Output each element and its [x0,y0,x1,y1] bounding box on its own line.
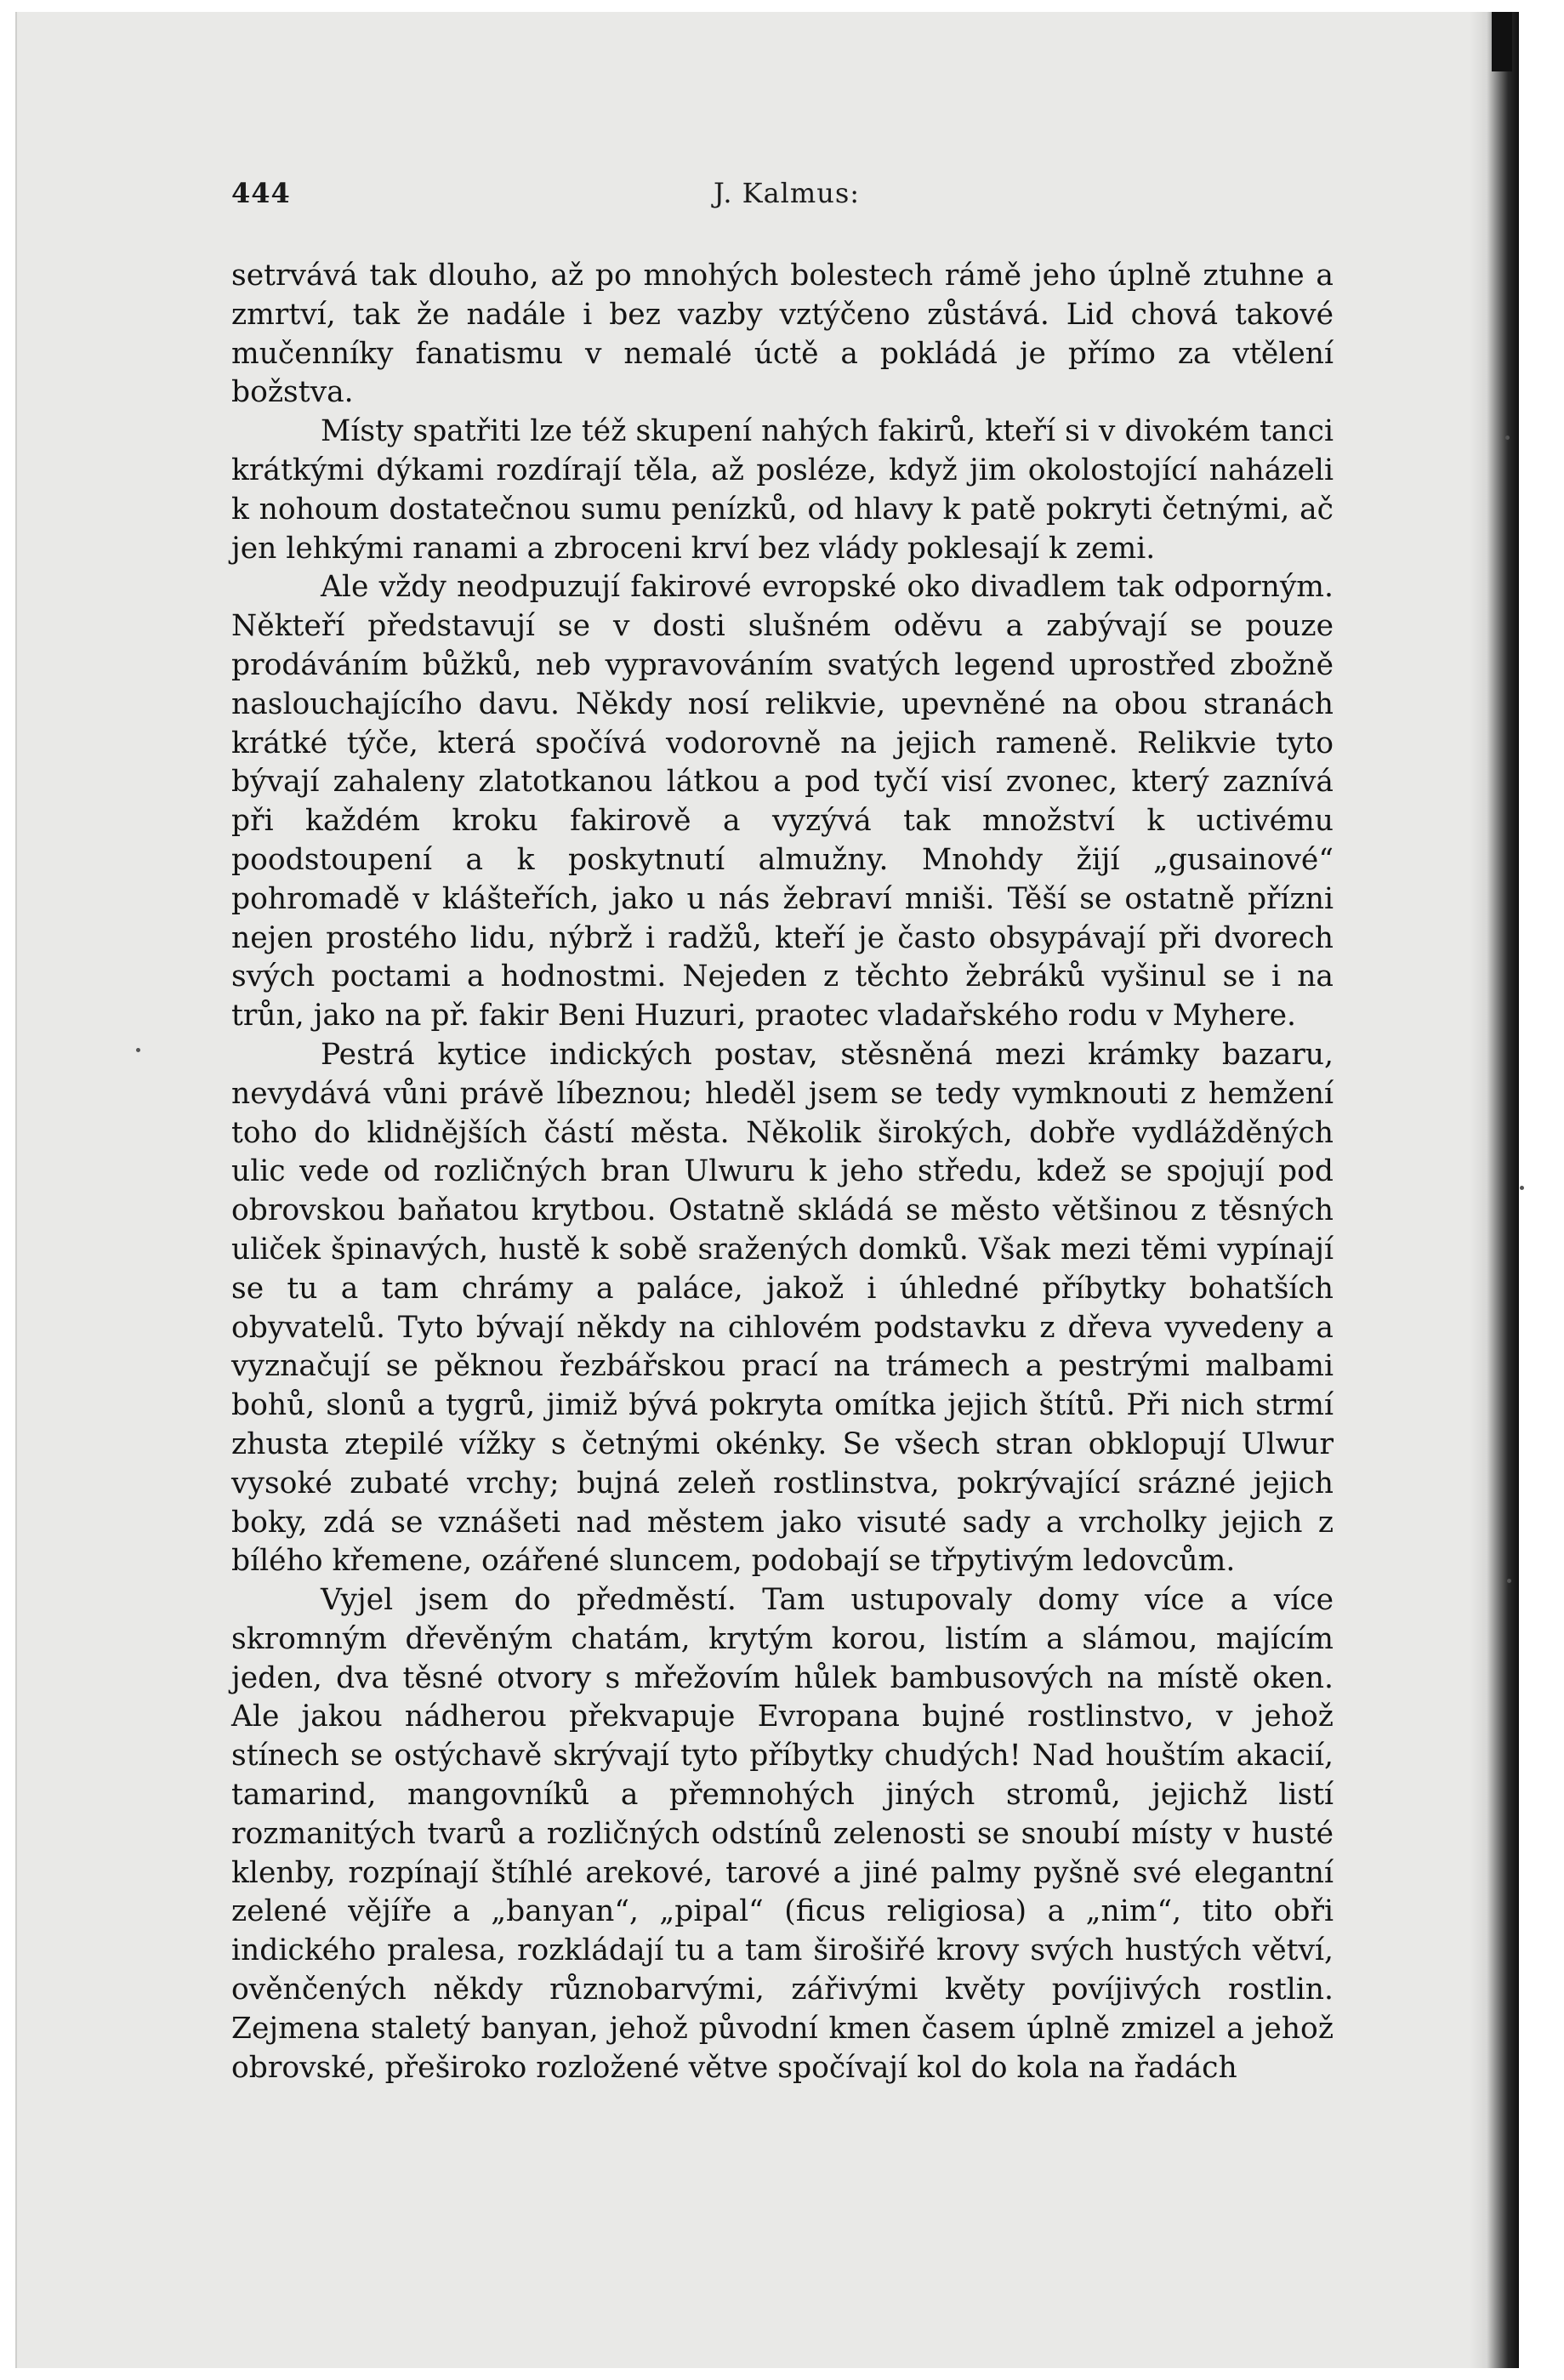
header-author: J. Kalmus: [713,177,861,209]
page-number: 444 [231,177,291,209]
paragraph: Ale vždy neodpuzují fakirové evropské oko divadlem tak odporným. Někteří představují se v dosti slušném oděvu a zabývají se pouze prodáváním bůžků, neb vypravováním svatých legend uprostřed zbožně naslouchajícího davu. Někdy nosí relikvie, upevněné na obou stranách krátké týče, která spočívá vodorovně na jejich rameně. Relikvie tyto bývají zahaleny zlatotkanou látkou a pod tyčí visí zvonec, který zaznívá při každém kroku fakirově a vyzývá tak množství k uctivému poodstoupení a k poskytnutí almužny. Mnohdy žijí „gusainové“ pohromadě v klášteřích, jako u nás žebraví mniši. Těší se ostatně přízni nejen prostého lidu, nýbrž i radžů, kteří je často obsypávají při dvorech svých poctami a hodnostmi. Nejeden z těchto žebráků vyšinul se i na trůn, jako na př. fakir Beni Huzuri, praotec vladařského rodu v Myhere. [231,570,1334,1033]
paragraph: Pestrá kytice indických postav, stěsněná mezi krámky bazaru, nevydává vůni právě líbeznou; hleděl jsem se tedy vymknouti z hemžení toho do klidnějších částí města. Několik širokých, dobře vydlážděných ulic vede od rozličných bran Ulwuru k jeho středu, kdež se spojují pod obrovskou baňatou krytbou. Ostatně skládá se město většinou z těsných uliček špinavých, hustě k sobě sražených domků. Však mezi těmi vypínají se tu a tam chrámy a paláce, jakož i úhledné příbytky bohatších obyvatelů. Tyto bývají někdy na cihlovém podstavku z dřeva vyvedeny a vyznačují se pěknou řezbářskou prací na trámech a pestrými malbami bohů, slonů a tygrů, jimiž bývá pokryta omítka jejich štítů. Při nich strmí zhusta ztepilé vížky s četnými okénky. Se všech stran obklopují Ulwur vysoké zubaté vrchy; bujná zeleň rostlinstva, pokrývající srázné jejich boky, zdá se vznášeti nad městem jako visuté sady a vrcholky jejich z bílého křemene, ozářené sluncem, podobají se třpytivým ledovcům. [231,1037,1334,1579]
paragraph: setrvává tak dlouho, až po mnohých bolestech rámě jeho úplně ztuhne a zmrtví, tak že nadále i bez vazby vztýčeno zůstává. Lid chová takové mučenníky fanatismu v nemalé úctě a pokládá je přímo za vtělení božstva. [231,259,1334,410]
running-header [231,177,1342,218]
scan-speck [1505,436,1510,440]
scan-speck [1520,1186,1524,1190]
paragraph: Vyjel jsem do předměstí. Tam ustupovaly domy více a více skromným dřevěným chatám, krytým korou, listím a slámou, majícím jeden, dva těsné otvory s mřežovím hůlek bambusových na místě oken. Ale jakou nádherou překvapuje Evropana bujné rostlinstvo, v jehož stínech se ostýchavě skrývají tyto příbytky chudých! Nad houštím akacií, tamarind, mangovníků a přemnohých jiných stromů, jejichž listí rozmanitých tvarů a rozličných odstínů zelenosti se snoubí místy v husté klenby, rozpínají štíhlé arekové, tarové a jiné palmy pyšně své elegantní zelené vějíře a „banyan“, „pipal“ (ficus religiosa) a „nim“, tito obři indického pralesa, rozkládají tu a tam širošiřé krovy svých hustých větví, ověnčených někdy různobarvými, zářivými květy povíjivých rostlin. Zejmena staletý banyan, jehož původní kmen časem úplně zmizel a jehož obrovské, přeširoko rozložené větve spočívají kol do kola na řadách [231,1583,1334,2085]
paragraph: Místy spatřiti lze též skupení nahých fakirů, kteří si v divokém tanci krátkými dýkami rozdírají těla, až posléze, když jim okolostojící naházeli k nohoum dostatečnou sumu penízků, od hlavy k patě pokryti četnými, ač jen lehkými ranami a zbroceni krví bez vlády poklesají k zemi. [231,414,1334,566]
scan-speck [136,1048,140,1052]
scan-speck [1507,1579,1511,1583]
book-spine-edge [1492,12,1512,71]
book-spine-shadow [1470,12,1519,2368]
body-text [231,257,1334,2087]
